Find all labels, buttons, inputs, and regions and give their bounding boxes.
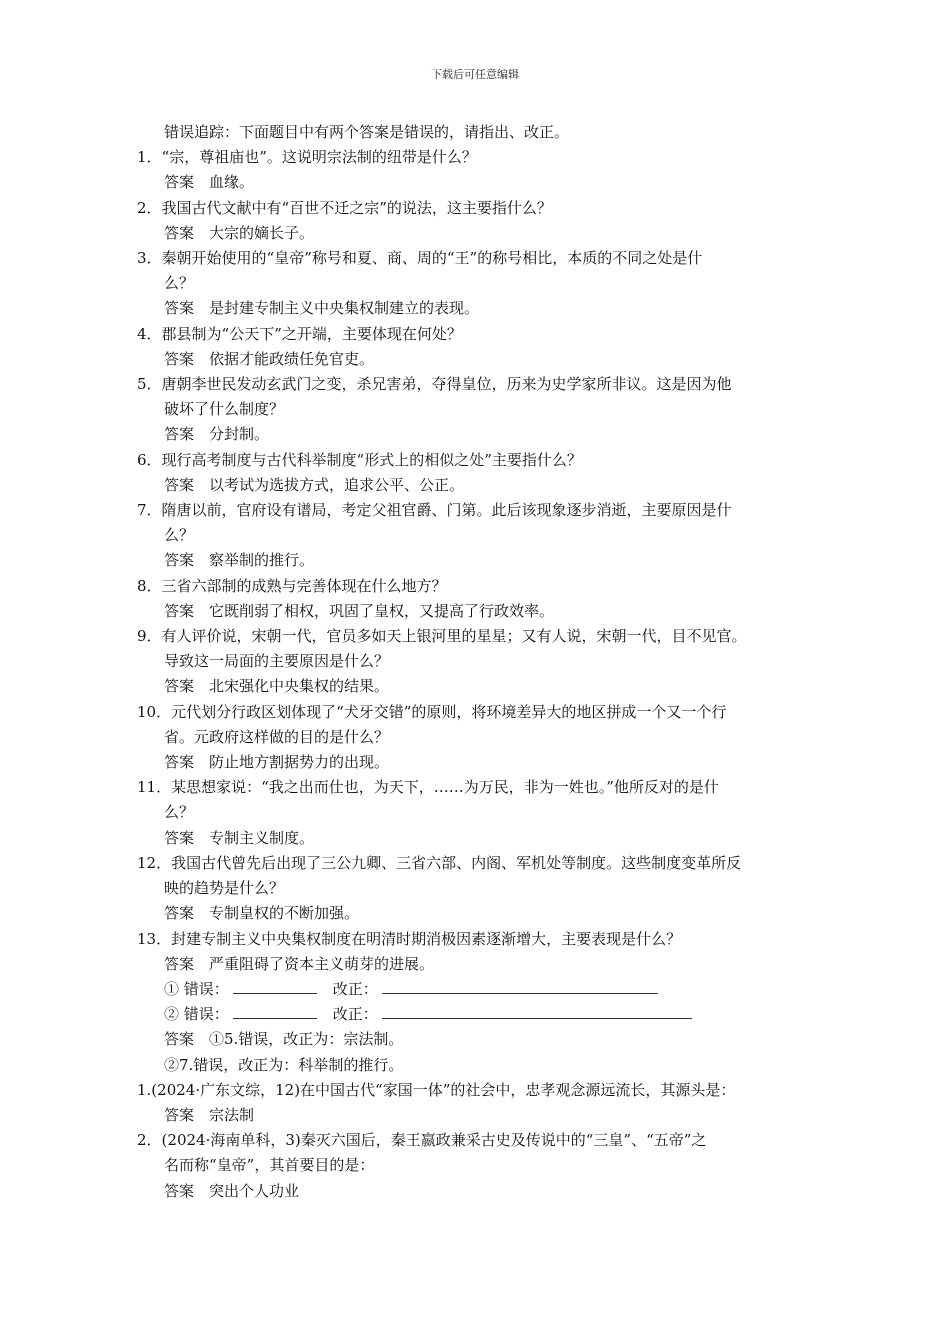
item-question: 4．郡县制为“公天下”之开端，主要体现在何处？: [137, 324, 462, 343]
extra-answer: 答案 宗法制: [164, 1105, 255, 1124]
item-question-continued: 么？: [164, 274, 195, 293]
fix-blank-2[interactable]: [382, 1004, 692, 1019]
error-blank-1[interactable]: [233, 979, 317, 994]
item-answer: 答案 专制主义制度。: [164, 828, 315, 847]
page-header: 下载后可任意编辑: [431, 68, 519, 81]
item-question: 5．唐朝李世民发动玄武门之变，杀兄害弟，夺得皇位，历来为史学家所非议。这是因为他: [137, 375, 732, 394]
item-question: 3．秦朝开始使用的“皇帝”称号和夏、商、周的“王”的称号相比，本质的不同之处是什: [137, 249, 703, 268]
item-answer: 答案 它既削弱了相权，巩固了皇权，又提高了行政效率。: [164, 601, 555, 620]
item-question-continued: 导致这一局面的主要原因是什么？: [164, 652, 390, 671]
item-question: 9．有人评价说，宋朝一代，官员多如天上银河里的星星；又有人说，宋朝一代，目不见官。: [137, 627, 747, 646]
item-answer: 答案 防止地方割据势力的出现。: [164, 753, 390, 772]
item-answer: 答案 北宋强化中央集权的结果。: [164, 677, 390, 696]
answer-fix-1: 答案 ①5.错误，改正为：宗法制。: [164, 1030, 404, 1049]
fix-label-2: 改正：: [332, 1005, 378, 1024]
extra-question: 2．(2024·海南单科，3)秦灭六国后，秦王嬴政兼采古史及传说中的“三皇”、“五帝”之: [137, 1131, 707, 1150]
item-answer: 答案 专制皇权的不断加强。: [164, 904, 360, 923]
question-list: [137, 145, 837, 977]
item-question-continued: 破坏了什么制度？: [164, 400, 285, 419]
item-question: 2．我国古代文献中有“百世不迁之宗”的说法，这主要指什么？: [137, 198, 552, 217]
item-question: 1．“宗，尊祖庙也”。这说明宗法制的纽带是什么？: [137, 148, 477, 167]
item-question: 13．封建专制主义中央集权制度在明清时期消极因素逐渐增大，主要表现是什么？: [137, 929, 682, 948]
fill-line-1: [137, 977, 837, 1002]
item-answer: 答案 以考试为选拔方式，追求公平、公正。: [164, 475, 465, 494]
extra-question-continued: 名而称“皇帝”，其首要目的是：: [164, 1156, 375, 1175]
error-label-1: ① 错误：: [164, 979, 229, 998]
fill-line-2: [137, 1002, 837, 1027]
item-answer: 答案 察举制的推行。: [164, 551, 315, 570]
extra-answer: 答案 突出个人功业: [164, 1181, 300, 1200]
error-blank-2[interactable]: [233, 1004, 317, 1019]
item-question-continued: 映的趋势是什么？: [164, 879, 285, 898]
item-question: 12．我国古代曾先后出现了三公九卿、三省六部、内阁、军机处等制度。这些制度变革所反: [137, 853, 742, 872]
item-question: 10．元代划分行政区划体现了“犬牙交错”的原则，将环境差异大的地区拼成一个又一个行: [137, 702, 727, 721]
extra-question: 1.(2024·广东文综，12)在中国古代“家国一体”的社会中，忠孝观念源远流长，其源头是：: [137, 1080, 736, 1099]
extra-question-list: [137, 1078, 837, 1204]
document-body: [137, 120, 837, 1204]
item-question: 6．现行高考制度与古代科举制度“形式上的相似之处”主要指什么？: [137, 450, 582, 469]
item-question-continued: 么？: [164, 526, 195, 545]
item-answer: 答案 分封制。: [164, 425, 270, 444]
item-answer: 答案 依据才能政绩任免官吏。: [164, 349, 375, 368]
item-question-continued: 省。元政府这样做的目的是什么？: [164, 727, 390, 746]
item-answer: 答案 是封建专制主义中央集权制建立的表现。: [164, 299, 480, 318]
item-answer: 答案 大宗的嫡长子。: [164, 223, 315, 242]
item-answer: 答案 血缘。: [164, 173, 255, 192]
fix-label-1: 改正：: [332, 979, 378, 998]
item-question: 8．三省六部制的成熟与完善体现在什么地方？: [137, 576, 447, 595]
answer-fix-2: ②7.错误，改正为：科举制的推行。: [164, 1055, 404, 1074]
intro-text: 错误追踪：下面题目中有两个答案是错误的，请指出、改正。: [164, 123, 570, 141]
item-question: 11．某思想家说：“我之出而仕也，为天下，……为万民，非为一姓也。”他所反对的是什: [137, 778, 719, 797]
error-label-2: ② 错误：: [164, 1005, 229, 1024]
item-question-continued: 么？: [164, 803, 195, 822]
item-answer: 答案 严重阻碍了资本主义萌芽的进展。: [164, 954, 435, 973]
fix-blank-1[interactable]: [382, 979, 658, 994]
item-question: 7．隋唐以前，官府设有谱局，考定父祖官爵、门第。此后该现象逐步消逝，主要原因是什: [137, 501, 732, 520]
